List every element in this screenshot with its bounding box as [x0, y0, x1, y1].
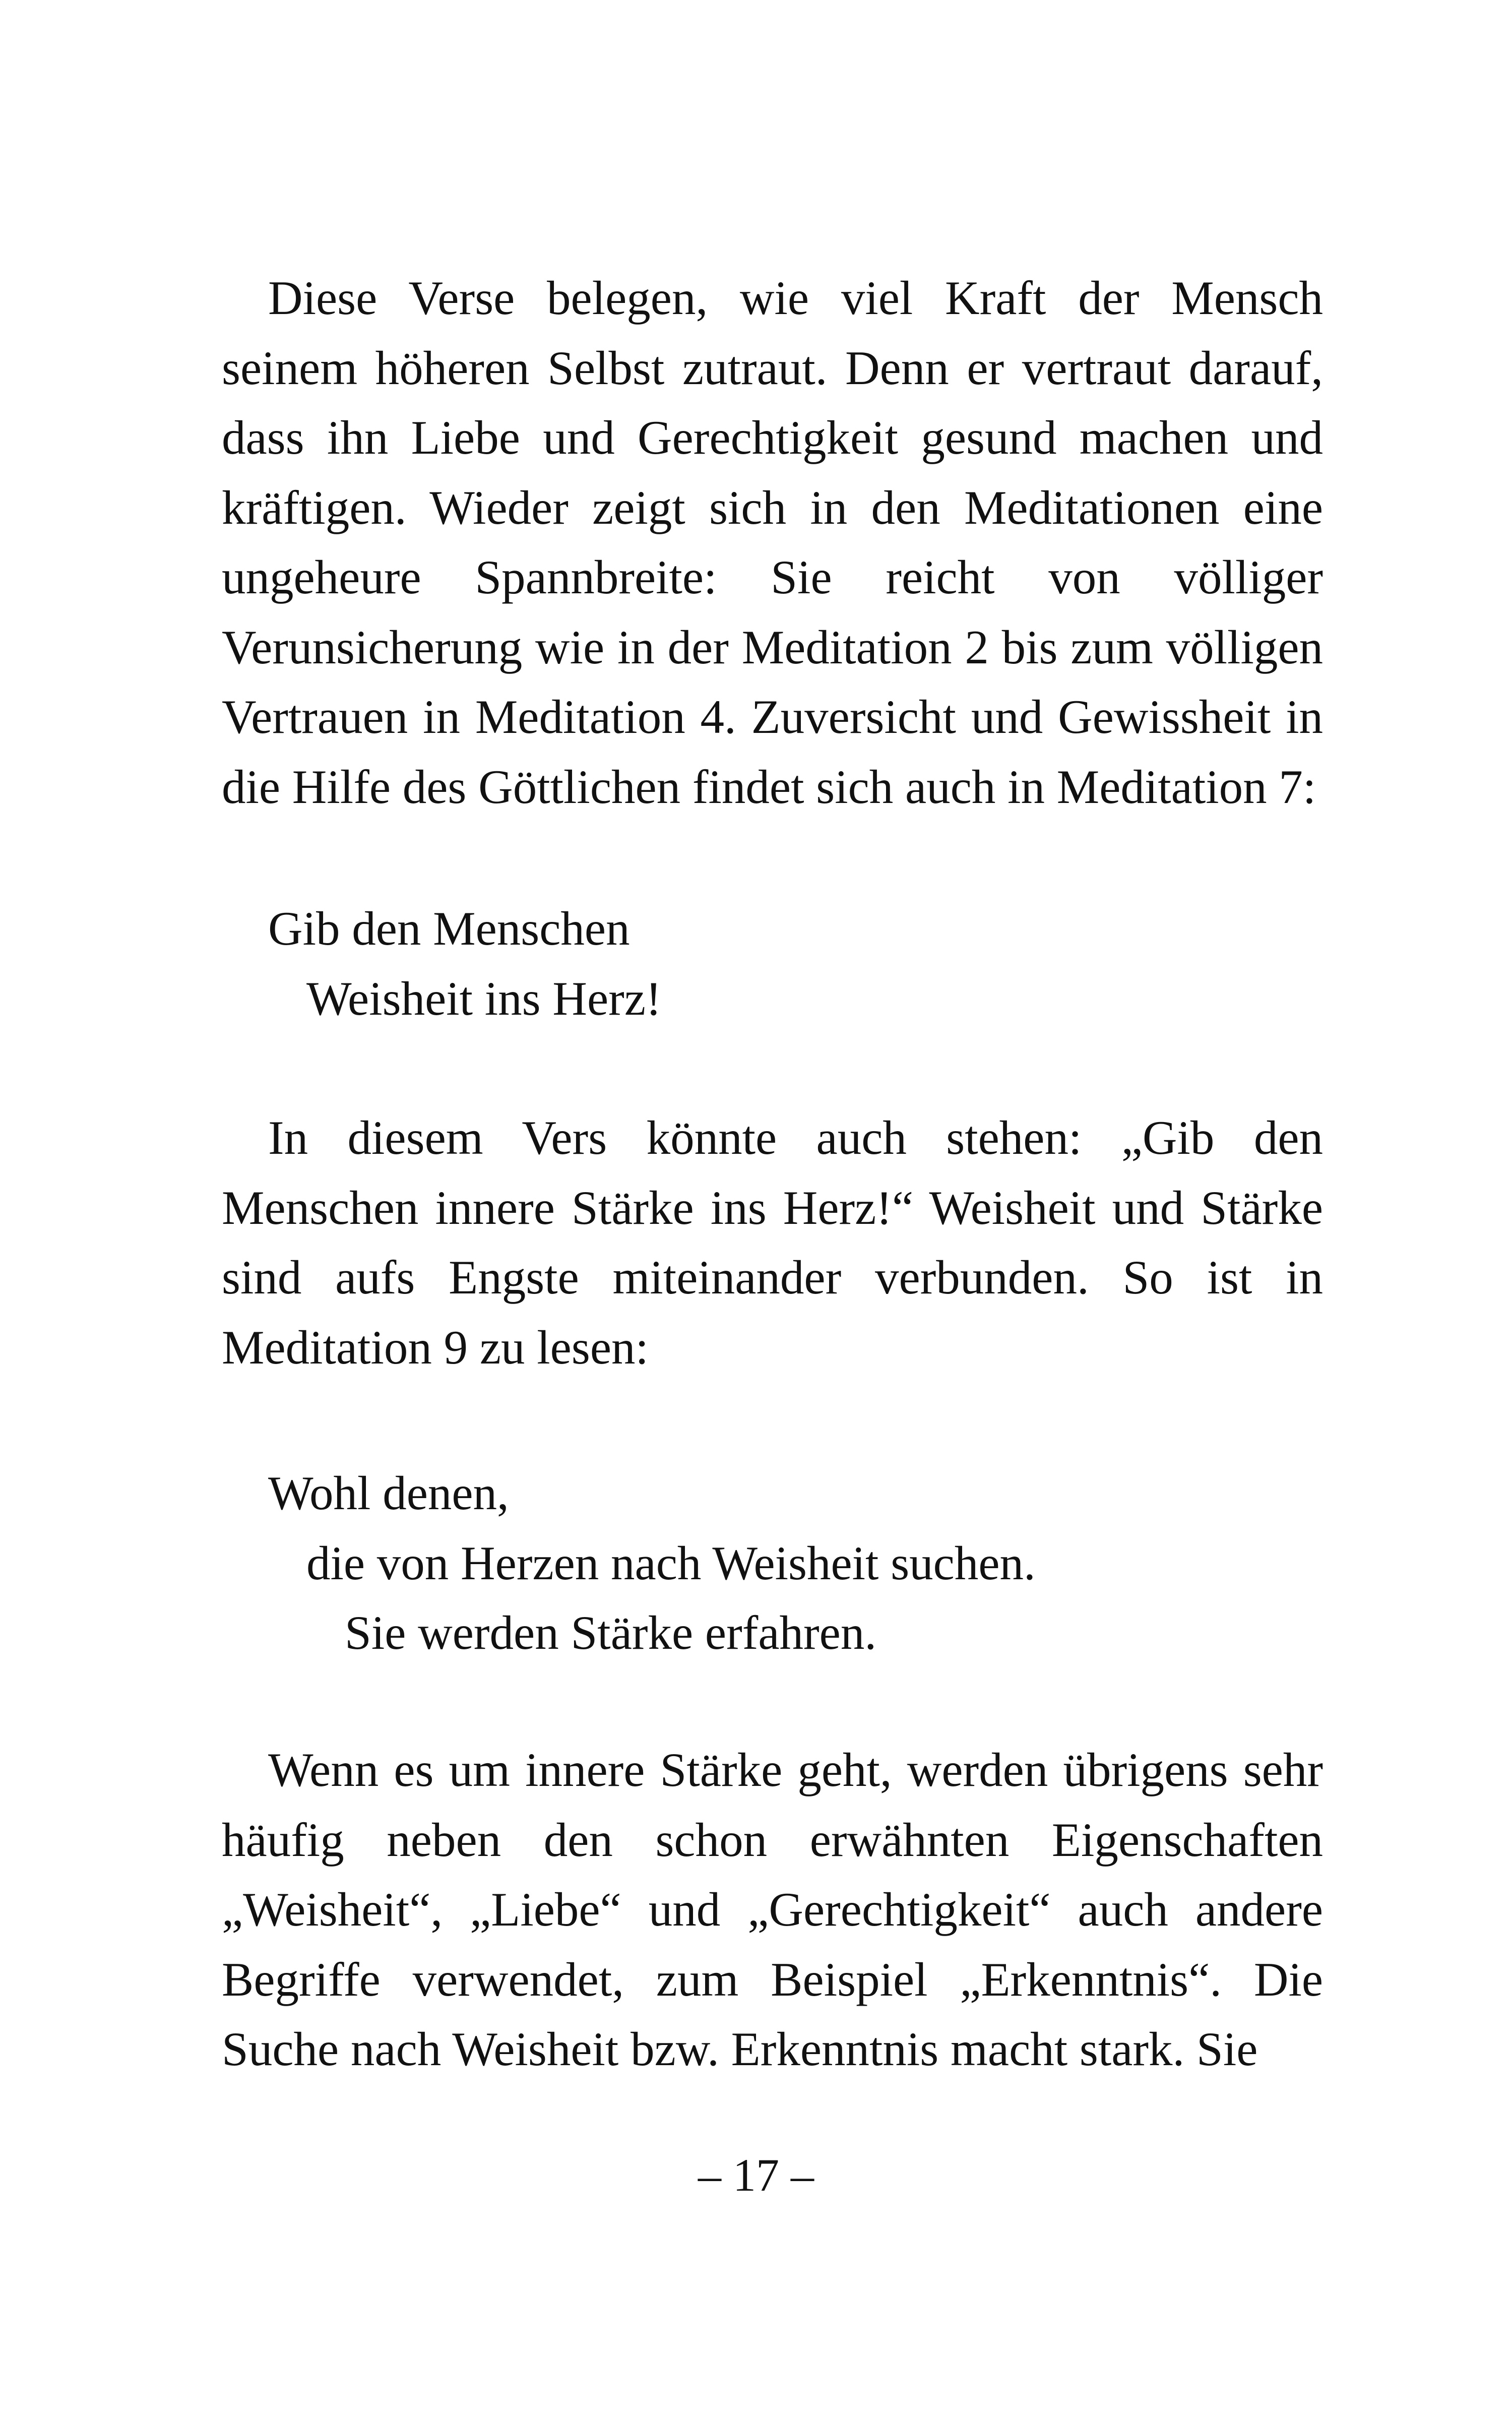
paragraph-2-text: In diesem Vers könnte auch stehen: „Gib den Menschen innere Stärke ins Herz!“ Weisheit und Stärke sind aufs Engste miteinander verbunden. So ist in Meditation 9 zu lesen: [222, 1111, 1323, 1374]
paragraph-1 [222, 263, 1323, 822]
paragraph-3-text: Wenn es um innere Stärke geht, werden übrigens sehr häufig neben den schon erwähnten Eigenschaften „Weisheit“, „Liebe“ und „Gerechtigkeit“ auch andere Begriffe verwendet, zum Beispiel „Erkenntnis“. Die Suche nach Weisheit bzw. Erkenntnis macht stark. Sie [222, 1743, 1323, 2076]
paragraph-1-text: Diese Verse belegen, wie viel Kraft der Mensch seinem höheren Selbst zutraut. Denn er vertraut darauf, dass ihn Liebe und Gerechtigkeit gesund machen und kräftigen. Wieder zeigt sich in den Meditationen eine ungeheure Spannbreite: Sie reicht von völliger Verunsicherung wie in der Meditation 2 bis zum völligen Vertrauen in Meditation 4. Zuversicht und Gewissheit in die Hilfe des Göttlichen findet sich auch in Meditation 7: [222, 271, 1323, 814]
paragraph-3 [222, 1735, 1323, 2084]
verse-2-line-3: Sie werden Stärke erfahren. [345, 1606, 877, 1659]
verse-1-line-2: Weisheit ins Herz! [306, 971, 662, 1025]
paragraph-2 [222, 1103, 1323, 1382]
page-number: – 17 – [698, 2149, 814, 2201]
verse-1-line-1: Gib den Menschen [268, 902, 630, 955]
verse-2-line-2: die von Herzen nach Weisheit suchen. [306, 1536, 1036, 1590]
verse-2-line-1: Wohl denen, [268, 1466, 509, 1520]
